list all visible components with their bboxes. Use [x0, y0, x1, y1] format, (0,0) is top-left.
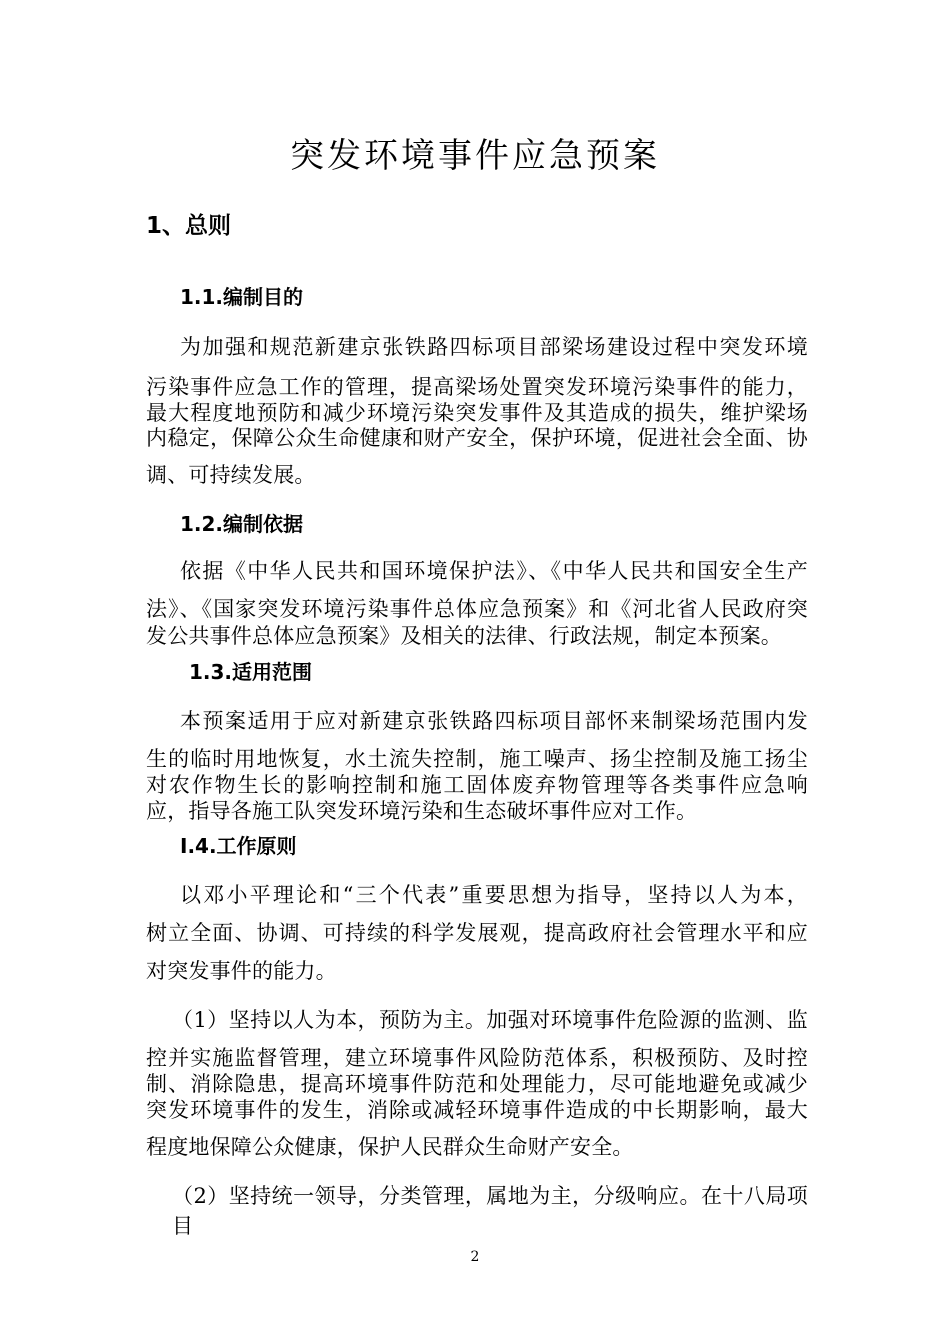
- paragraph-line: 控并实施监督管理，建立环境事件风险防范体系，积极预防、及时控: [146, 1046, 808, 1070]
- paragraph-line: 最大程度地预防和减少环境污染突发事件及其造成的损失，维护梁场: [146, 401, 808, 425]
- section-1-1-heading: 1.1.编制目的: [180, 285, 304, 309]
- paragraph-line: 生的临时用地恢复，水土流失控制，施工噪声、扬尘控制及施工扬尘: [146, 747, 808, 771]
- paragraph-line: 发公共事件总体应急预案》及相关的法律、行政法规，制定本预案。: [146, 624, 782, 648]
- page-number: 2: [470, 1249, 480, 1265]
- paragraph-line: 程度地保障公众健康，保护人民群众生命财产安全。: [146, 1135, 634, 1159]
- paragraph-line: 法》、《国家突发环境污染事件总体应急预案》和《河北省人民政府突: [146, 597, 808, 621]
- paragraph-line: （2）坚持统一领导，分类管理，属地为主，分级响应。在十八局项目: [172, 1184, 808, 1238]
- paragraph-line: 以邓小平理论和“三个代表”重要思想为指导，坚持以人为本，: [180, 883, 808, 907]
- section-1-2-heading: 1.2.编制依据: [180, 512, 304, 536]
- paragraph-line: 本预案适用于应对新建京张铁路四标项目部怀来制梁场范围内发: [180, 709, 808, 733]
- paragraph-line: 为加强和规范新建京张铁路四标项目部梁场建设过程中突发环境: [180, 335, 808, 359]
- paragraph-line: 树立全面、协调、可持续的科学发展观，提高政府社会管理水平和应: [146, 921, 808, 945]
- section-1-3-heading: 1.3.适用范围: [189, 660, 313, 684]
- paragraph-line: （1）坚持以人为本，预防为主。加强对环境事件危险源的监测、监: [172, 1008, 808, 1032]
- paragraph-line: 对农作物生长的影响控制和施工固体废弃物管理等各类事件应急响: [146, 773, 808, 797]
- paragraph-line: 污染事件应急工作的管理，提高梁场处置突发环境污染事件的能力，: [146, 375, 808, 399]
- paragraph-line: 依据《中华人民共和国环境保护法》、《中华人民共和国安全生产: [180, 559, 808, 583]
- paragraph-line: 制、消除隐患，提高环境事件防范和处理能力，尽可能地避免或减少: [146, 1072, 808, 1096]
- section-1-4-heading: I.4.工作原则: [180, 834, 297, 858]
- paragraph-line: 对突发事件的能力。: [146, 959, 337, 983]
- paragraph-line: 突发环境事件的发生，消除或减轻环境事件造成的中长期影响，最大: [146, 1098, 808, 1122]
- paragraph-line: 调、可持续发展。: [146, 463, 316, 487]
- paragraph-line: 内稳定，保障公众生命健康和财产安全，保护环境，促进社会全面、协: [146, 426, 808, 450]
- section-1-heading: 1、总则: [146, 213, 232, 239]
- document-title: 突发环境事件应急预案: [290, 136, 660, 176]
- paragraph-line: 应，指导各施工队突发环境污染和生态破坏事件应对工作。: [146, 799, 698, 823]
